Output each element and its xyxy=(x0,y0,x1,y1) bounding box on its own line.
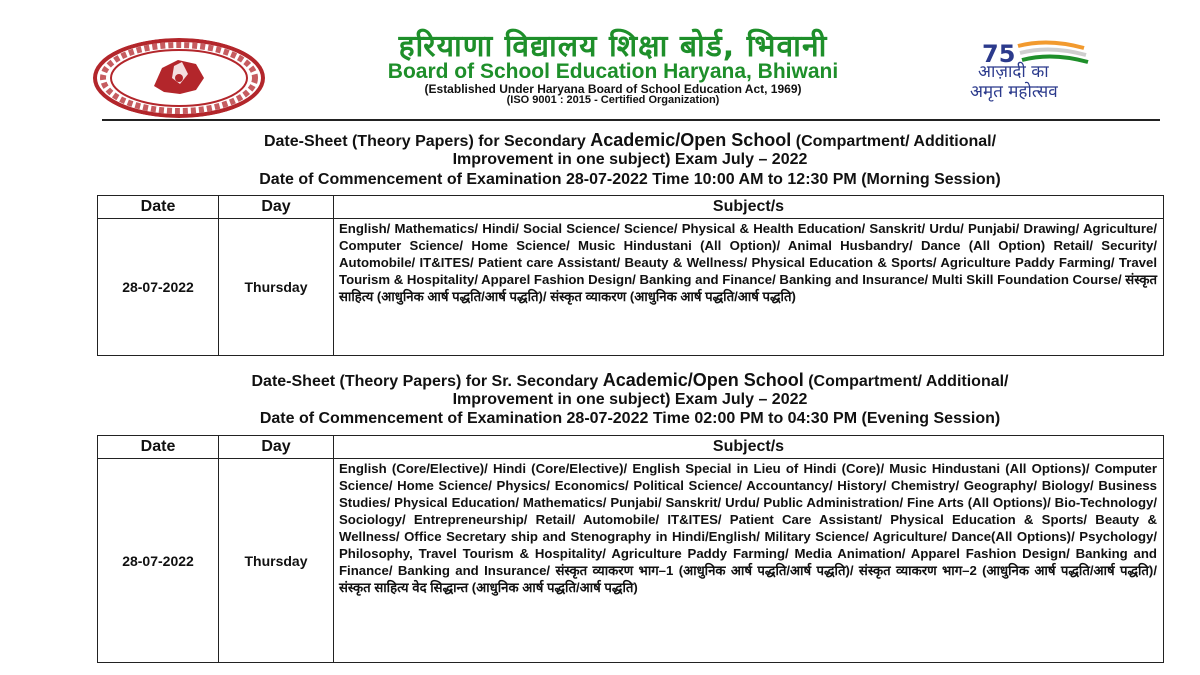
board-seal-logo xyxy=(92,38,266,118)
azadi-text xyxy=(968,62,1140,102)
senior-title-line-1 xyxy=(100,371,1160,391)
secondary-datesheet-table xyxy=(97,195,1164,356)
exam-date: 28-07-2022 xyxy=(98,219,219,356)
date-header: Date xyxy=(98,436,219,459)
day-header: Day xyxy=(219,436,334,459)
board-name-hindi: हरियाणा विद्यालय शिक्षा बोर्ड, भिवानी xyxy=(398,29,828,64)
exam-day: Thursday xyxy=(219,459,334,663)
table-header-row xyxy=(98,196,1164,219)
senior-datesheet-table xyxy=(97,435,1164,663)
subjects-header: Subject/s xyxy=(334,436,1164,459)
secondary-title-part-c: (Compartment/ Additional/ xyxy=(791,133,997,150)
board-name-english: Board of School Education Haryana, Bhiwani xyxy=(387,60,839,83)
day-header: Day xyxy=(219,196,334,219)
table-row xyxy=(98,459,1164,663)
senior-title-part-c: (Compartment/ Additional/ xyxy=(803,373,1009,390)
senior-title-line-2: Improvement in one subject) Exam July – 2022 xyxy=(452,391,808,408)
iso-certification: (ISO 9001 : 2015 - Certified Organization) xyxy=(506,94,720,106)
azadi-number: 75 xyxy=(982,40,1016,68)
exam-day: Thursday xyxy=(219,219,334,356)
senior-commencement: Date of Commencement of Examination 28-07-2022 Time 02:00 PM to 04:30 PM (Evening Session) xyxy=(259,410,1001,427)
subject-list: English (Core/Elective)/ Hindi (Core/Elective)/ English Special in Lieu of Hindi (Core)/ Music Hindustani (All Options)/ Computer Science/ Home Science/ Physics/ Economics/ Political Science/ Accountancy/ History/ Chemistry/ Geography/ Biology/ Business Studies/ Physical Education/ Mathematics/ Punjabi/ Sanskrit/ Urdu/ Public Administration/ Fine Arts (All Options)/ Bio-Technology/ Sociology/ Entrepreneurship/ Retail/ Automobile/ IT&ITES/ Patient Care Assistant/ Physical Education & Sports/ Beauty & Wellness/ Office Secretary ship and Stenography in Hindi/English/ Military Science/ Agriculture/ Dance(All Options)/ Psychology/ Philosophy, Travel Tourism & Hospitality/ Agriculture Paddy Farming/ Media Animation/ Apparel Fashion Design/ Banking and Finance/ Banking and Insurance/ संस्कृत व्याकरण भाग–1 (आधुनिक आर्ष पद्धति/आर्ष पद्धति)/ संस्कृत व्याकरण भाग–2 (आधुनिक आर्ष पद्धति/आर्ष पद्धति)/ संस्कृत साहित्य वेद सिद्धान्त (आधुनिक आर्ष पद्धति/आर्ष पद्धति) xyxy=(334,459,1164,663)
table-header-row xyxy=(98,436,1164,459)
secondary-title-part-a: Date-Sheet (Theory Papers) for Secondary xyxy=(263,133,591,150)
date-header: Date xyxy=(98,196,219,219)
subjects-header: Subject/s xyxy=(334,196,1164,219)
azadi-line-2: अमृत महोत्सव xyxy=(970,82,1058,102)
secondary-commencement: Date of Commencement of Examination 28-07-2022 Time 10:00 AM to 12:30 PM (Morning Session) xyxy=(259,171,1001,188)
senior-title-part-b: Academic/Open School xyxy=(602,370,804,390)
senior-title-part-a: Date-Sheet (Theory Papers) for Sr. Secondary xyxy=(251,373,603,390)
exam-date: 28-07-2022 xyxy=(98,459,219,663)
table-row xyxy=(98,219,1164,356)
azadi-line-1: आज़ादी का xyxy=(978,62,1049,82)
established-note: (Established Under Haryana Board of School Education Act, 1969) xyxy=(424,82,802,96)
subject-list: English/ Mathematics/ Hindi/ Social Science/ Science/ Physical & Health Education/ Sanskrit/ Urdu/ Punjabi/ Drawing/ Agriculture/ Computer Science/ Home Science/ Music Hindustani (All Option)/ Animal Husbandry/ Dance (All Option) Retail/ Security/ Automobile/ IT&ITES/ Patient care Assistant/ Beauty & Wellness/ Physical Education & Sports/ Agriculture Paddy Farming/ Travel Tourism & Hospitality/ Apparel Fashion Design/ Banking and Finance/ Banking and Insurance/ Multi Skill Foundation Course/ संस्कृत साहित्य (आधुनिक आर्ष पद्धति/आर्ष पद्धति)/ संस्कृत व्याकरण (आधुनिक आर्ष पद्धति/आर्ष पद्धति) xyxy=(334,219,1164,356)
document-header xyxy=(0,0,1200,122)
secondary-title-line-1 xyxy=(100,131,1160,151)
secondary-title-line-2: Improvement in one subject) Exam July – 2022 xyxy=(452,151,808,168)
secondary-title-part-b: Academic/Open School xyxy=(590,130,792,150)
header-divider xyxy=(102,119,1160,121)
